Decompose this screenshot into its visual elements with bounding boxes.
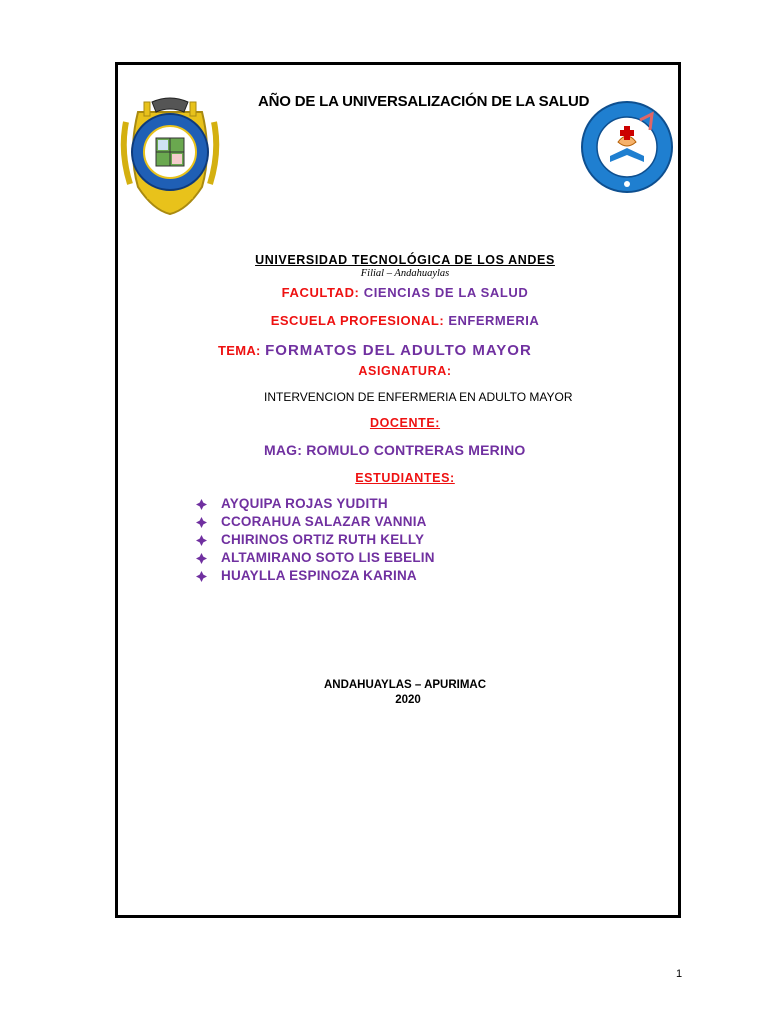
student-item: [196, 549, 435, 567]
student-name: AYQUIPA ROJAS YUDITH: [221, 496, 388, 511]
place-text: ANDAHUAYLAS – APURIMAC: [323, 679, 487, 691]
university-name: UNIVERSIDAD TECNOLÓGICA DE LOS ANDES: [255, 253, 555, 267]
diamond-bullet-icon: [196, 517, 207, 528]
estudiantes-label: ESTUDIANTES:: [355, 471, 455, 485]
student-name: ALTAMIRANO SOTO LIS EBELIN: [221, 550, 435, 565]
student-item: [196, 495, 435, 513]
escuela-label: ESCUELA PROFESIONAL:: [270, 313, 445, 328]
escuela-value: ENFERMERIA: [448, 313, 540, 328]
docente-value: MAG: ROMULO CONTRERAS MERINO: [264, 442, 526, 458]
year-text: 2020: [395, 694, 421, 706]
diamond-bullet-icon: [196, 571, 207, 582]
student-name: CHIRINOS ORTIZ RUTH KELLY: [221, 532, 425, 547]
facultad-value: CIENCIAS DE LA SALUD: [363, 285, 529, 300]
year-title: AÑO DE LA UNIVERSALIZACIÓN DE LA SALUD: [258, 93, 590, 110]
student-item: [196, 567, 435, 585]
student-name: HUAYLLA ESPINOZA KARINA: [221, 568, 417, 583]
tema-value: FORMATOS DEL ADULTO MAYOR: [265, 342, 532, 359]
student-item: [196, 513, 435, 531]
docente-label: DOCENTE:: [369, 416, 441, 430]
nursing-school-emblem-logo: [580, 100, 674, 194]
facultad-line: [282, 285, 529, 300]
tema-label: TEMA:: [218, 343, 261, 358]
tema-line: [218, 342, 532, 360]
student-name: CCORAHUA SALAZAR VANNIA: [221, 514, 427, 529]
diamond-bullet-icon: [196, 499, 207, 510]
diamond-bullet-icon: [196, 535, 207, 546]
facultad-label: FACULTAD:: [281, 285, 360, 300]
student-item: [196, 531, 435, 549]
student-list: [196, 495, 435, 585]
page-number: 1: [676, 968, 683, 980]
filial-subtitle: Filial – Andahuaylas: [360, 268, 450, 279]
diamond-bullet-icon: [196, 553, 207, 564]
asignatura-label: ASIGNATURA:: [358, 364, 452, 378]
asignatura-value: INTERVENCION DE ENFERMERIA EN ADULTO MAYOR: [264, 390, 573, 404]
escuela-line: [271, 313, 540, 328]
university-seal-logo: [118, 92, 222, 216]
